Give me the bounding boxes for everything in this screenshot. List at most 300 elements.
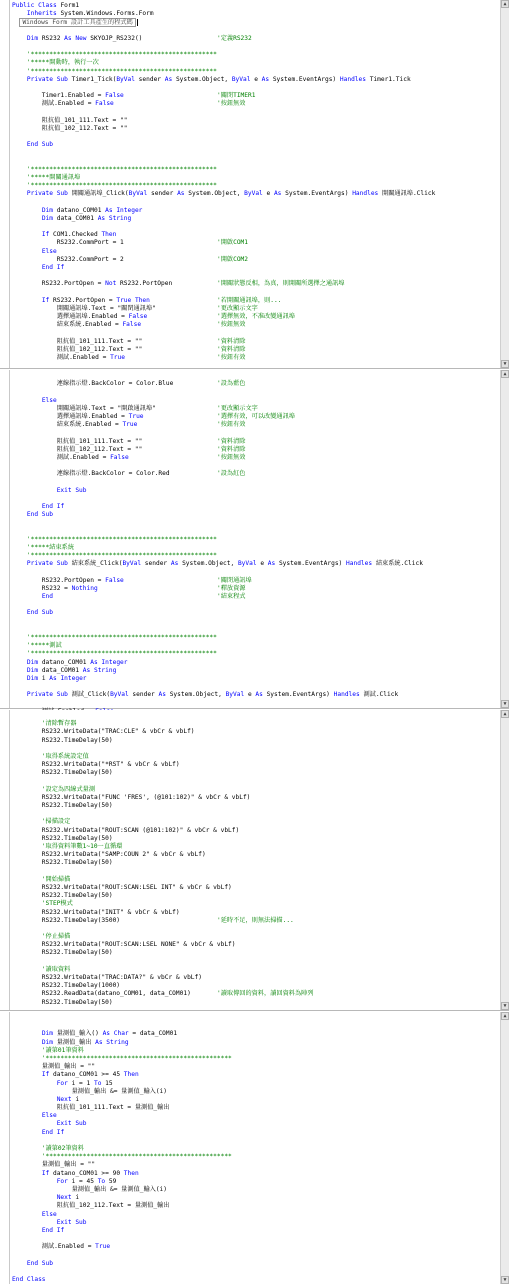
arrow-up-icon[interactable]: ▲ [501,710,509,718]
keyword-token: False [95,100,114,108]
code-line[interactable] [12,720,499,728]
keyword-token: If [41,231,53,239]
code-line[interactable] [12,601,499,609]
code-token: 量測值_輸出 [56,1038,96,1046]
gutter [0,370,10,708]
code-token: 阻抗值_101_111.Text = 量測值_輸出 [12,1104,170,1112]
code-token: 15 [105,1079,113,1087]
keyword-token: Next [56,1194,76,1202]
keyword-token: End Class [12,1276,46,1283]
code-token [12,1120,57,1127]
code-line[interactable] [12,158,499,166]
code-line[interactable] [12,536,499,544]
code-line[interactable] [12,884,499,892]
code-line[interactable] [12,330,499,338]
code-token: 開關通訊埠.Click [382,190,436,198]
comment-token: '************************************************** [12,1054,232,1062]
code-line[interactable] [12,487,499,495]
arrow-down-icon[interactable]: ▼ [501,700,509,708]
code-line[interactable] [12,1219,499,1227]
code-token [12,675,27,682]
keyword-token: As [164,75,176,83]
comment-token: '取得系統設定值 [12,752,89,760]
code-token: 結束系統_Click( [71,560,123,568]
code-area[interactable] [12,1014,499,1284]
code-line[interactable] [12,1030,499,1038]
code-line[interactable] [12,941,499,949]
code-token: RS232.TimeDelay(50) [12,802,113,810]
code-line[interactable] [12,974,499,982]
code-token [12,215,42,222]
comment-token: '清除暫存器 [12,720,77,728]
code-area[interactable] [12,372,499,716]
arrow-down-icon[interactable]: ▼ [501,360,509,368]
code-line[interactable] [12,478,499,486]
code-token [12,1211,42,1218]
code-line[interactable] [12,577,499,585]
code-line[interactable] [12,626,499,634]
code-token [12,1260,27,1267]
code-line[interactable] [12,239,499,247]
code-line[interactable] [12,1104,499,1112]
code-line[interactable] [12,999,499,1007]
keyword-token: End Sub [26,609,53,617]
vertical-scrollbar[interactable] [500,1012,509,1284]
code-line[interactable] [12,68,499,76]
inline-comment: '釋放資源 [217,584,246,592]
code-token: RS232.PortOpen = [53,296,117,304]
keyword-token: False [122,321,142,329]
comment-token: '讀取資料 [12,965,71,973]
code-line[interactable] [12,843,499,851]
code-line[interactable] [12,207,499,215]
code-token [12,667,27,674]
code-line[interactable] [12,737,499,745]
code-line[interactable] [12,470,499,478]
code-line[interactable] [12,297,499,305]
code-line[interactable] [12,958,499,966]
code-line[interactable] [12,761,499,769]
code-token: System.EventArgs) [285,190,353,198]
code-token: data_COM01 [56,214,98,222]
keyword-token: ByVal [116,75,139,83]
arrow-up-icon[interactable]: ▲ [501,370,509,378]
code-token [12,1112,42,1119]
code-line[interactable] [12,503,499,511]
code-line[interactable] [12,1178,499,1186]
code-line[interactable] [12,141,499,149]
inline-comment: '選擇有效，可以改變通訊埠 [217,412,295,420]
code-line[interactable] [12,569,499,577]
code-line[interactable] [12,1161,499,1169]
code-line[interactable] [12,166,499,174]
code-token: System.Object, [182,560,238,568]
code-line[interactable] [12,84,499,92]
code-line[interactable] [12,851,499,859]
code-line[interactable] [12,1112,499,1120]
code-line[interactable] [12,1047,499,1055]
vertical-scrollbar[interactable] [500,710,509,1010]
inline-comment: '延時不足，則無法掃描... [217,916,294,924]
code-token: 開關通訊埠_Click( [71,190,129,198]
arrow-up-icon[interactable]: ▲ [501,1012,509,1020]
code-editor-panel-2[interactable] [0,370,509,709]
code-token [12,297,42,304]
keyword-token: Dim [26,658,42,666]
code-line[interactable] [12,199,499,207]
code-token: System.EventArgs) [266,691,334,699]
code-line[interactable] [12,511,499,519]
code-token: i [75,1095,80,1103]
code-token: 阻抗值_102_112.Text = "" [12,445,143,453]
code-area[interactable] [12,2,499,362]
code-line[interactable] [12,675,499,683]
code-line[interactable] [12,925,499,933]
keyword-token: Nothing [71,584,98,592]
keyword-token: As Integer [90,658,128,666]
code-line[interactable] [12,659,499,667]
code-token [12,1227,42,1234]
code-token: System.Object, [175,75,232,83]
keyword-token: True [122,421,138,429]
collapsed-region-label[interactable]: Windows Form 設計工具產生的程式碼 [19,18,135,27]
keyword-token: Dim [41,1030,57,1038]
keyword-token: For [56,1079,72,1087]
code-token: RS232.TimeDelay(1000) [12,982,121,990]
code-line[interactable] [12,618,499,626]
code-area[interactable] [12,712,499,1007]
code-line[interactable] [12,346,499,354]
code-token: System.Object, [169,691,226,699]
code-line[interactable] [12,1268,499,1276]
code-line[interactable] [12,1120,499,1128]
inline-comment: '設為紅色 [217,470,246,478]
code-line[interactable] [12,438,499,446]
code-line[interactable] [12,778,499,786]
keyword-token: Private Sub [26,75,72,83]
code-token: COM1.Checked [53,231,102,239]
keyword-token: Private Sub [26,560,72,568]
code-line[interactable] [12,1276,499,1284]
code-token: 量測值_輸出 = "" [12,1063,96,1071]
comment-token: '掃描設定 [12,818,71,826]
code-line[interactable] [12,859,499,867]
comment-token: '************************************************** [12,67,217,75]
inline-comment: '若開關通訊埠，則... [217,296,282,304]
inline-comment: '開啟COM1 [217,239,249,247]
vertical-scrollbar[interactable] [500,370,509,708]
keyword-token: Public Class [12,2,61,9]
comment-token: '*****開動時，執行一次 [12,59,99,67]
keyword-token: False [105,576,124,584]
code-line[interactable] [12,18,499,26]
comment-token: '停止掃描 [12,933,71,941]
code-line[interactable] [12,769,499,777]
code-token: datano_COM01 [56,206,106,214]
code-token: RS232.PortOpen = [12,280,106,288]
code-line[interactable] [12,786,499,794]
code-line[interactable] [12,446,499,454]
code-line[interactable] [12,560,499,568]
code-line[interactable] [12,794,499,802]
code-line[interactable] [12,10,499,18]
code-line[interactable] [12,1170,499,1178]
code-line[interactable] [12,868,499,876]
code-token [12,1178,57,1185]
code-line[interactable] [12,835,499,843]
comment-token: '開始掃描 [12,875,71,883]
code-token: 測試.Enabled = [12,453,111,461]
code-token: RS232.WriteData("FUNC 'FRES', (@101:102)" & vbCr & vbLf) [12,793,251,801]
code-token [12,593,42,600]
code-line[interactable] [12,876,499,884]
inline-comment: '資料清除 [217,345,246,353]
code-line[interactable] [12,593,499,601]
code-line[interactable] [12,900,499,908]
code-token [12,248,42,255]
code-token [12,511,27,518]
code-token [12,35,27,42]
code-line[interactable] [12,1137,499,1145]
code-line[interactable] [12,256,499,264]
code-line[interactable] [12,133,499,141]
code-token: i = 1 [71,1079,94,1087]
code-line[interactable] [12,1055,499,1063]
code-token: RS232.WriteData("ROUT:SCAN:LSEL INT" & vbCr & vbLf) [12,883,232,891]
vertical-scrollbar[interactable] [500,0,509,368]
code-line[interactable] [12,667,499,675]
comment-token: 'STEP模式 [12,900,73,908]
code-editor-panel-3[interactable] [0,710,509,1011]
code-token [12,397,42,404]
code-line[interactable] [12,1071,499,1079]
code-line[interactable] [12,100,499,108]
keyword-token: Else [41,1112,57,1120]
keyword-token: For [56,1177,72,1185]
code-line[interactable] [12,933,499,941]
code-line[interactable] [12,413,499,421]
code-line[interactable] [12,728,499,736]
code-token: 阻抗值_101_111.Text = "" [12,116,128,124]
code-token [12,1080,57,1087]
comment-token: '************************************************** [12,634,217,641]
code-line[interactable] [12,1260,499,1268]
keyword-token: Dim [26,666,42,674]
code-line[interactable] [12,289,499,297]
code-line[interactable] [12,264,499,272]
code-line[interactable] [12,76,499,84]
code-line[interactable] [12,712,499,720]
code-line[interactable] [12,1211,499,1219]
code-token: 測試.Click [363,691,399,699]
code-token [12,1039,42,1046]
code-token: i [75,1194,80,1202]
code-token [12,76,27,83]
inline-comment: '按鈕無效 [217,321,246,329]
code-token [12,207,42,214]
keyword-token: End If [41,1226,65,1234]
arrow-up-icon[interactable]: ▲ [501,0,509,8]
keyword-token: Inherits [26,10,61,18]
code-line[interactable] [12,528,499,536]
code-line[interactable] [12,372,499,380]
code-token: 阻抗值_102_112.Text = 量測值_輸出 [12,1202,170,1210]
code-line[interactable] [12,1227,499,1235]
code-token: Form1 [60,2,80,9]
code-line[interactable] [12,1251,499,1259]
code-line[interactable] [12,190,499,198]
code-line[interactable] [12,966,499,974]
code-line[interactable] [12,27,499,35]
keyword-token: As [170,560,183,568]
code-line[interactable] [12,397,499,405]
code-line[interactable] [12,149,499,157]
code-line[interactable] [12,827,499,835]
code-line[interactable] [12,650,499,658]
code-token: RS232.TimeDelay(50) [12,834,113,842]
text-cursor [137,19,138,26]
code-token: RS232.WriteData("SAMP:COUN 2" & vbCr & vbLf) [12,851,206,859]
code-line[interactable] [12,585,499,593]
inline-comment: '更改顯示文字 [217,404,258,412]
code-line[interactable] [12,1096,499,1104]
code-line[interactable] [12,248,499,256]
code-line[interactable] [12,1202,499,1210]
code-line[interactable] [12,818,499,826]
code-line[interactable] [12,609,499,617]
inline-comment: '關閉通訊埠 [217,576,252,584]
code-line[interactable] [12,691,499,699]
code-line[interactable] [12,909,499,917]
comment-token: '設定為四線式量測 [12,785,96,793]
code-token: datano_COM01 >= 45 [53,1071,124,1079]
code-line[interactable] [12,917,499,925]
code-token: = data_COM01 [128,1030,178,1038]
code-line[interactable] [12,429,499,437]
code-line[interactable] [12,215,499,223]
arrow-down-icon[interactable]: ▼ [501,1276,509,1284]
code-token: 開關通訊埠.Text = "關閉通訊埠" [12,304,156,312]
code-line[interactable] [12,1063,499,1071]
comment-token: '************************************************** [12,182,217,190]
code-line[interactable] [12,405,499,413]
code-token: RS232 [41,34,65,42]
code-line[interactable] [12,1088,499,1096]
inline-comment: '資料清除 [217,437,246,445]
code-token: RS232.WriteData("TRAC:DATA?" & vbCr & vbLf) [12,974,202,981]
keyword-token: True [95,1243,111,1251]
code-line[interactable] [12,2,499,10]
keyword-token: Else [41,247,57,255]
code-line[interactable] [12,1039,499,1047]
code-line[interactable] [12,174,499,182]
code-editor-panel-4[interactable] [0,1012,509,1284]
keyword-token: As [267,560,279,568]
code-line[interactable] [12,338,499,346]
keyword-token: As [177,190,189,198]
code-token: Timer1.Tick [369,75,411,83]
comment-token: '讀第01筆資料 [12,1046,84,1054]
code-line[interactable] [12,802,499,810]
code-line[interactable] [12,421,499,429]
code-line[interactable] [12,108,499,116]
code-line[interactable] [12,642,499,650]
code-line[interactable] [12,1145,499,1153]
code-line[interactable] [12,59,499,67]
code-line[interactable] [12,223,499,231]
code-token [12,1071,42,1078]
code-line[interactable] [12,35,499,43]
keyword-token: Exit Sub [56,486,87,494]
keyword-token: As String [82,666,117,674]
code-line[interactable] [12,125,499,133]
keyword-token: False [105,92,124,100]
keyword-token: Not [105,280,121,288]
code-line[interactable] [12,231,499,239]
inline-comment: '開啟COM2 [217,255,249,263]
code-line[interactable] [12,544,499,552]
keyword-token: To [97,1177,109,1185]
code-token: RS232.ReadData(datano_COM01, data_COM01) [12,990,191,998]
code-line[interactable] [12,495,499,503]
code-line[interactable] [12,634,499,642]
inline-comment: '結束程式 [217,593,246,601]
comment-token: '************************************************** [12,535,217,543]
code-line[interactable] [12,43,499,51]
code-line[interactable] [12,280,499,288]
code-line[interactable] [12,454,499,462]
code-token [12,1170,42,1177]
code-line[interactable] [12,892,499,900]
code-token: RS232.TimeDelay(50) [12,736,113,744]
code-token: 測試_Click( [71,691,111,699]
code-line[interactable] [12,1129,499,1137]
code-line[interactable] [12,519,499,527]
code-line[interactable] [12,1186,499,1194]
code-line[interactable] [12,388,499,396]
keyword-token: Private Sub [26,691,72,699]
code-line[interactable] [12,1080,499,1088]
code-token: datano_COM01 >= 90 [53,1169,124,1177]
code-line[interactable] [12,753,499,761]
code-line[interactable] [12,745,499,753]
code-editor-panel-1[interactable] [0,0,509,369]
code-line[interactable] [12,117,499,125]
code-token [12,1030,42,1037]
code-line[interactable] [12,354,499,362]
code-token: RS232.TimeDelay(50) [12,949,113,957]
code-line[interactable] [12,1014,499,1022]
code-line[interactable] [12,380,499,388]
code-line[interactable] [12,305,499,313]
keyword-token: ByVal [244,190,267,198]
code-line[interactable] [12,949,499,957]
keyword-token: To [93,1079,106,1087]
code-line[interactable] [12,810,499,818]
code-line[interactable] [12,700,499,708]
code-line[interactable] [12,990,499,998]
keyword-token: Private Sub [26,190,72,198]
code-token: e [260,560,268,568]
code-token: RS232.WriteData("*RST" & vbCr & vbLf) [12,761,180,769]
arrow-down-icon[interactable]: ▼ [501,1002,509,1010]
code-line[interactable] [12,321,499,329]
keyword-token: Dim [26,34,42,42]
code-token [12,609,27,616]
code-line[interactable] [12,1243,499,1251]
keyword-token: Then [123,1169,139,1177]
code-token: 結束系統.Enabled = [12,421,123,429]
